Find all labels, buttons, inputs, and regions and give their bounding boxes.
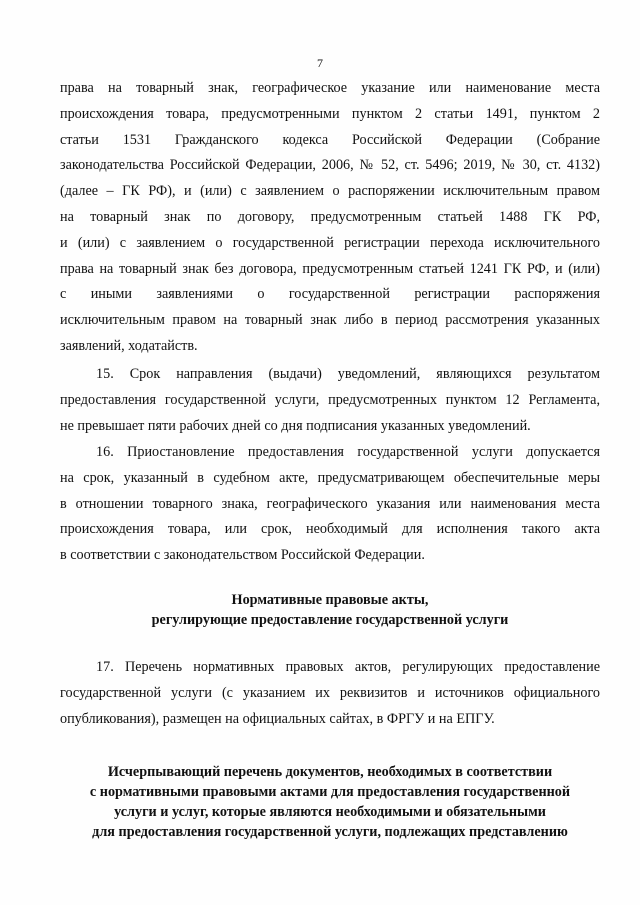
heading-line: Нормативные правовые акты, [231,592,429,608]
text-line: на товарный знак по договору, предусмотренным статьей 1488 ГК РФ, [60,208,600,225]
text-line: опубликования), размещен на официальных сайтах, в ФРГУ и на ЕПГУ. [60,710,495,727]
paragraph-continuation [60,76,600,360]
text-line: законодательства Российской Федерации, 2006, № 52, ст. 5496; 2019, № 30, ст. 4132) [60,157,600,174]
section-heading-documents [60,762,600,842]
paragraph-15 [60,362,600,439]
text-line: исключительным правом на товарный знак либо в период рассмотрения указанных [60,312,600,329]
page-number: 7 [317,56,323,70]
text-line: (далее – ГК РФ), и (или) с заявлением о распоряжении исключительным правом [60,183,600,200]
text-line: предоставления государственной услуги, предусмотренных пунктом 12 Регламента, [60,391,600,408]
text-line: происхождения товара, предусмотренными пунктом 2 статьи 1491, пунктом 2 [60,105,600,122]
text-line: государственной услуги (с указанием их реквизитов и источников официального [60,684,600,701]
text-line: на срок, указанный в судебном акте, предусматривающем обеспечительные меры [60,469,600,486]
text-line: 15. Срок направления (выдачи) уведомлений, являющихся результатом [96,366,600,382]
text-line: с иными заявлениями о государственной регистрации распоряжения [60,286,600,303]
heading-line: регулирующие предоставление государственной услуги [151,612,509,628]
text-line: права на товарный знак без договора, предусмотренным статьей 1241 ГК РФ, и (или) [60,260,600,277]
text-line: в соответствии с законодательством Российской Федерации. [60,547,425,564]
heading-line: услуги и услуг, которые являются необходимыми и обязательными [114,804,546,820]
text-line: 16. Приостановление предоставления государственной услуги допускается [96,444,600,460]
text-line: не превышает пяти рабочих дней со дня подписания указанных уведомлений. [60,417,531,434]
text-line: заявлений, ходатайств. [60,337,198,354]
text-line: права на товарный знак, географическое указание или наименование места [60,80,600,96]
paragraph-16 [60,440,600,569]
text-line: 17. Перечень нормативных правовых актов, регулирующих предоставление [96,659,600,675]
heading-line: с нормативными правовыми актами для предоставления государственной [89,784,571,800]
text-line: происхождения товара, или срок, необходимый для исполнения такого акта [60,521,600,538]
heading-line: для предоставления государственной услуги, подлежащих представлению [92,824,568,840]
text-line: в отношении товарного знака, географического указания или наименования места [60,495,600,512]
heading-line: Исчерпывающий перечень документов, необходимых в соответствии [107,764,553,780]
paragraph-17 [60,655,600,732]
section-heading-normative-acts [60,590,600,630]
text-line: и (или) с заявлением о государственной регистрации перехода исключительного [60,234,600,251]
text-line: статьи 1531 Гражданского кодекса Российской Федерации (Собрание [60,131,600,148]
